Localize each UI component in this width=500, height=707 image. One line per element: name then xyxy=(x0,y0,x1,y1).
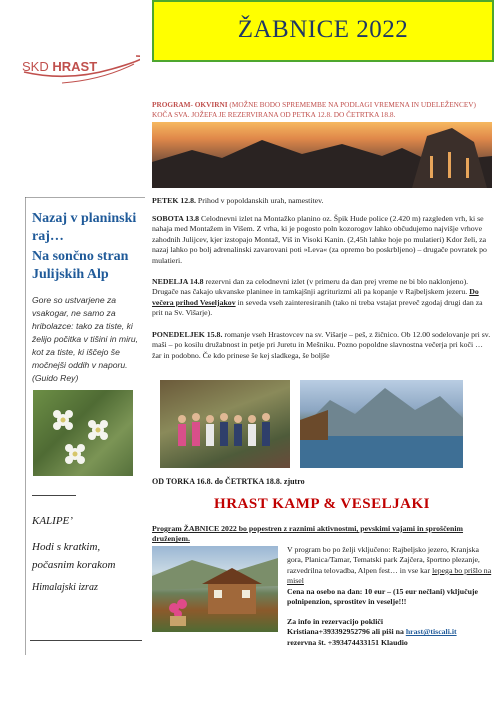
mountain-sunset-photo xyxy=(152,122,492,188)
hut-icon xyxy=(152,546,278,632)
edelweiss-icon xyxy=(33,390,133,476)
mountain-hut-photo xyxy=(152,546,278,632)
monday-paragraph xyxy=(152,330,492,361)
lake-mountain-icon xyxy=(300,380,463,468)
motto-line-2: počasnim korakom xyxy=(32,559,116,571)
sunday-paragraph xyxy=(152,277,492,319)
contact-block xyxy=(287,617,495,648)
camp-intro-bold: Program ŽABNICE 2022 bo popestren z raznimi aktivnostmi, pevskimi vajami in sproščenim druženjem. xyxy=(152,524,464,544)
hiking-group-photo xyxy=(160,380,290,468)
saturday-paragraph xyxy=(152,214,492,266)
page-title: ŽABNICE 2022 xyxy=(237,16,409,43)
camp-activities-text xyxy=(287,545,495,587)
price-text: Cena na osebo na dan: 10 eur – (15 eur nečlani) vključuje polnipenzion, sprostitev in veselje!!! xyxy=(287,587,478,607)
email-link[interactable]: hrast@tiscali.it xyxy=(405,627,457,637)
monday-label: PONEDELJEK 15.8. xyxy=(152,330,223,339)
alpine-lake-photo xyxy=(300,380,463,468)
himalayan-saying-label: Himalajski izraz xyxy=(32,582,98,593)
group-people-icon xyxy=(160,380,290,468)
contact-phone: Kristiana+393392952796 ali piši na xyxy=(287,627,406,637)
contact-alt-phone: rezervna št. +393474433151 Klaudio xyxy=(287,637,408,647)
sunday-label: NEDELJA 14.8 xyxy=(152,277,204,286)
sunday-text: rezervni dan za celodnevni izlet (v primeru da dan prej vreme ne bi blo naklonjeno). Drugače nas čakajo ukvanske planinee in tamkajšnji agriturizmi ali pa kopanje v Rajbeljskem jezeru. xyxy=(152,277,470,297)
left-heading-raj: Nazaj v planinski raj… xyxy=(32,211,137,244)
program-note: (MOŽNE BODO SPREMEMBE NA PODLAGI VREMENA IN UDELEŽENCEV) xyxy=(227,100,476,109)
divider xyxy=(30,640,142,641)
friday-label: PETEK 12.8. xyxy=(152,196,196,205)
title-banner xyxy=(152,0,494,62)
friday-text: Prihod v popoldanskih urah, namestitev. xyxy=(195,196,324,205)
quote-text: Gore so ustvarjene za vsakogar, ne samo za hribolazce: tako za tiste, ki želijo počitka v tišini in miru, kot za tiste, ki iščejo še močnejši oddih v naporu. (Guido Rey) xyxy=(32,295,139,383)
program-reservation: KOČA SVA. JOŽEFA JE REZERVIRANA OD PETKA 12.8. DO ČETRTKA 18.8. xyxy=(152,109,396,119)
sunday-arrival: Do večera prihod Veseljakov xyxy=(152,287,479,307)
camp-title: HRAST KAMP & VESELJAKI xyxy=(214,496,430,512)
logo-text-hrast: HRAST xyxy=(52,59,98,74)
logo-text-skd: SKD xyxy=(22,59,49,74)
program-label: PROGRAM- OKVIRNI xyxy=(152,100,228,109)
edelweiss-photo xyxy=(33,390,133,476)
mountain-silhouette-icon xyxy=(152,122,492,188)
club-logo xyxy=(22,52,140,86)
sunday-text-2: in seveda vseh zainteresiranih (tako ni treba vstajat preveč zgodaj drugi dan za prit na Sv. Višarje). xyxy=(152,297,483,318)
camp-intro-paragraph xyxy=(152,524,492,545)
kalipe-heading: KALIPE’ xyxy=(32,515,73,527)
saturday-label: SOBOTA 13.8 xyxy=(152,214,200,223)
program-heading xyxy=(152,100,492,119)
saturday-text: Celodnevni izlet na Montažko planino oz. Špik Hude police (2.420 m) razgleden vrh, ki se nahaja med Montažem in Višem. Z vrha, ki je pogosto poln kozorogov lahko občudujemo najvišje vrhove zahodnih Julijcev, kjer izstopajo Montaž, Viš in Visoki Kanin. (2,45h lahke hoje po mulatieri) Kdor želi, za nazaj lahko po bolj adrenalinski zavarovani poti »Leva« (za opremo bo poskrbljeno) – drugače povratek po mulatieri. xyxy=(152,214,487,265)
camp-activities-end: lepega bo prišlo na misel xyxy=(287,565,492,586)
camp-activities: V program bo po želji vključeno: Rajbeljsko jezero, Kranjska gora, Planica/Tamar, Tematski park Zajčera, športno plezanje, razvedrilna telovadba, Alpen fest… in vse kar xyxy=(287,545,480,575)
contact-intro: Za info in rezervacijo pokliči xyxy=(287,617,384,626)
monday-text: romanje vseh Hrastovcev na sv. Višarje – peš, z žičnico. Ob 12.00 sodelovanje pri sv. maši – po kosilu družabnost in petje pri Juretu in Mešniku. Pozno popoldne slavnostna večerja pri koči …žar in podobno. Če kdo prinese še kej sladkega, še boljše xyxy=(152,330,491,360)
left-heading-julian-alps: Na sončno stran Julijskih Alp xyxy=(32,249,129,282)
friday-paragraph xyxy=(152,196,492,206)
divider xyxy=(32,495,76,496)
motto-line-1: Hodi s kratkim, xyxy=(32,541,101,553)
dates-heading: OD TORKA 16.8. do ČETRTKA 18.8. zjutro xyxy=(152,477,305,486)
